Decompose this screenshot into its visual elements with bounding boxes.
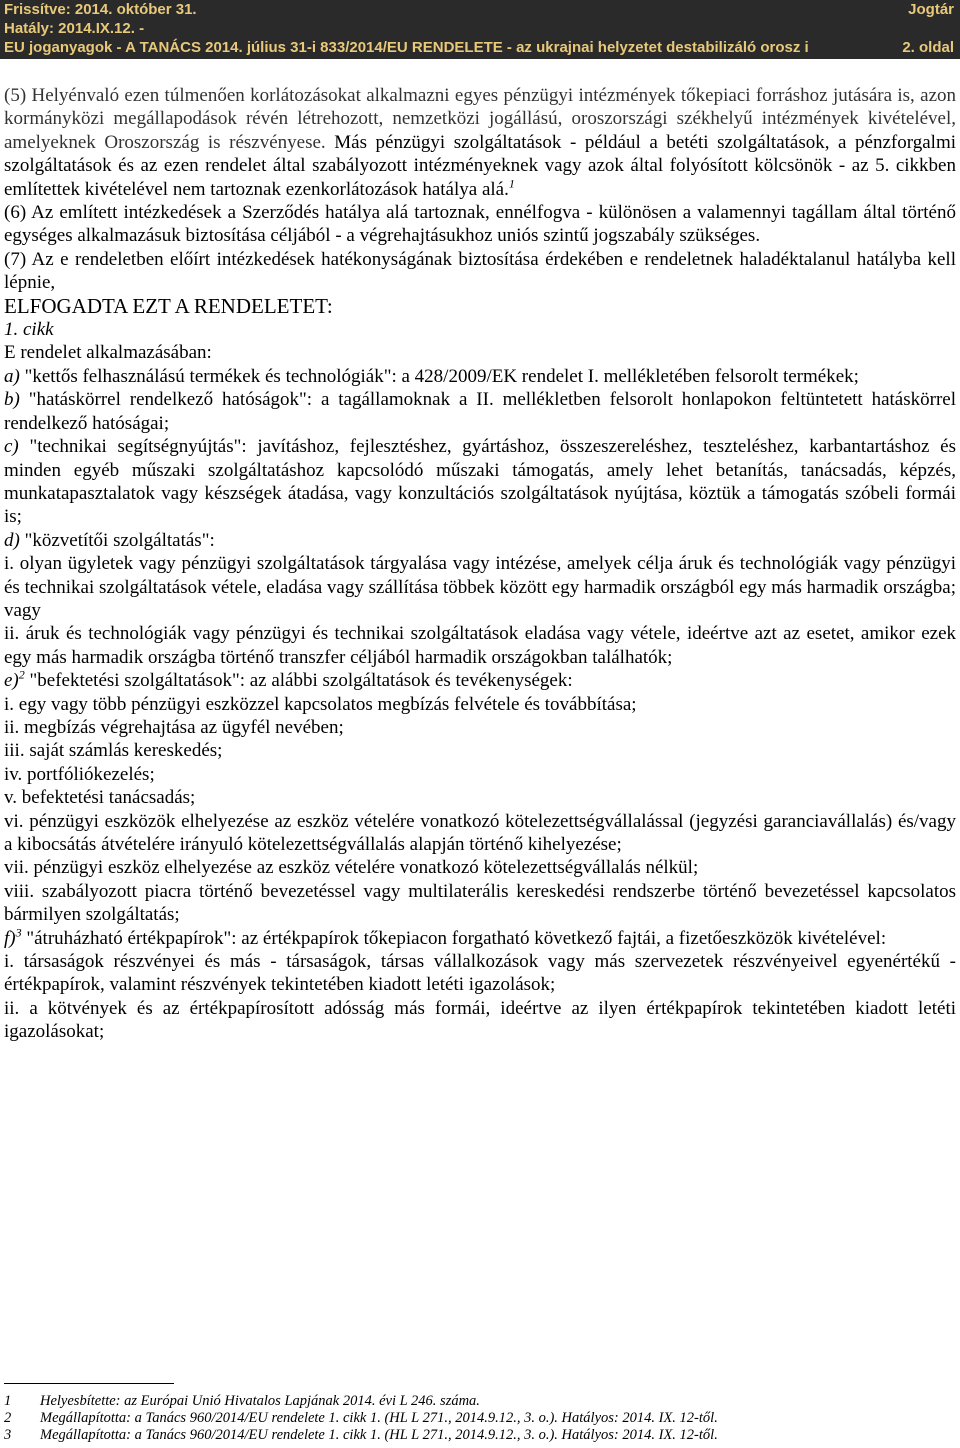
definition-c-label: c) bbox=[4, 436, 19, 458]
updated-date: Frissítve: 2014. október 31. bbox=[4, 1, 197, 18]
definition-e-text: "befektetési szolgáltatások": az alábbi szolgáltatások és tevékenységek: bbox=[24, 670, 573, 692]
definition-d-label: d) bbox=[4, 529, 20, 551]
document-header bbox=[0, 0, 960, 59]
footnote-ref-2[interactable]: 2 bbox=[18, 667, 25, 682]
definition-f-label: f) bbox=[4, 927, 16, 949]
recital-6: (6) Az említett intézkedések a Szerződés hatálya alá tartoznak, ennélfogva - különösen a valamennyi tagállam által történő egységes alkalmazásuk biztosítása céljából - a végrehajtásukhoz uniós szintű jogszabály szükséges. bbox=[4, 202, 956, 247]
definition-a-text: "kettős felhasználású termékek és technológiák": a 428/2009/EK rendelet I. mellékletében felsorolt termékek; bbox=[19, 365, 859, 387]
definition-f-i: i. társaságok részvényei és más - társaságok, társas vállalkozások vagy más szervezetek részvényeivel egyenértékű - értékpapírok, valamint részvények tekintetében kiadott letéti igazolások; bbox=[4, 951, 956, 996]
footnotes bbox=[4, 1393, 956, 1444]
definition-e-vii: vii. pénzügyi eszköz elhelyezése az eszköz vételére vonatkozó kötelezettségvállalás nélkül; bbox=[4, 857, 699, 879]
article-heading: 1. cikk bbox=[4, 319, 54, 341]
footnote bbox=[4, 1427, 956, 1444]
footnote-divider bbox=[4, 1383, 174, 1384]
footnote-text: Helyesbítette: az Európai Unió Hivatalos Lapjának 2014. évi L 246. száma. bbox=[40, 1393, 480, 1409]
definition-f bbox=[4, 927, 956, 950]
document-body bbox=[4, 84, 956, 1044]
definition-e-v: v. befektetési tanácsadás; bbox=[4, 787, 196, 809]
footnote-ref-3[interactable]: 3 bbox=[15, 925, 22, 940]
footnote-number: 3 bbox=[4, 1427, 12, 1443]
footnote-ref-1[interactable]: 1 bbox=[508, 176, 515, 191]
footnote-text: Megállapította: a Tanács 960/2014/EU rendelete 1. cikk 1. (HL L 271., 2014.9.12., 3. o.). Hatályos: 2014. IX. 12-től. bbox=[40, 1410, 718, 1426]
definition-d-text: "közvetítői szolgáltatás": bbox=[19, 529, 215, 551]
definition-e bbox=[4, 669, 956, 692]
recital-5-part-b: Más pénzügyi szolgáltatások - például a betéti szolgáltatások, a pénzforgalmi szolgáltatások és az ezen rendelet által szabályozott intézményeknek vagy azok által folyósított kölcsönök - az 5. cikkben említettek kivételével nem tartoznak ezenkorlátozások hatálya alá. bbox=[4, 131, 956, 200]
definition-f-text: "átruházható értékpapírok": az értékpapírok tőkepiacon forgatható következő fajtái, a fizetőeszközök kivételével: bbox=[21, 927, 887, 949]
definition-e-vi: vi. pénzügyi eszközök elhelyezése az eszköz vételére vonatkozó kötelezettségvállalással (jegyzési garanciavállalás) és/vagy a kibocsátás átvételére irányuló kötelezettségvállalás alapján történő kihelyezése; bbox=[4, 810, 956, 855]
recital-7: (7) Az e rendeletben előírt intézkedések hatékonyságának biztosítása érdekében e rendeletnek haladéktalanul hatályba kell lépnie, bbox=[4, 248, 956, 294]
adoption-statement: ELFOGADTA EZT A RENDELETET: bbox=[4, 293, 333, 318]
definition-e-ii: ii. megbízás végrehajtása az ügyfél nevében; bbox=[4, 716, 344, 738]
in-force-date: Hatály: 2014.IX.12. - bbox=[4, 20, 145, 37]
definition-c-text: "technikai segítségnyújtás": javításhoz, fejlesztéshez, gyártáshoz, összeszereléshez, teszteléshez, karbantartáshoz és minden egyéb műszaki szolgáltatáshoz kapcsolódó műszaki támogatás, amely lehet betanítás, tanácsadás, képzés, munkatapasztalatok vagy készségek átadása, vagy konzultációs szolgáltatások nyújtása, köztük a támogatás szóbeli formái is; bbox=[4, 436, 956, 528]
footnote-text: Megállapította: a Tanács 960/2014/EU rendelete 1. cikk 1. (HL L 271., 2014.9.12., 3. o.). Hatályos: 2014. IX. 12-től. bbox=[40, 1427, 718, 1443]
definition-b-label: b) bbox=[4, 389, 20, 411]
document-title: EU joganyagok - A TANÁCS 2014. július 31-i 833/2014/EU RENDELETE - az ukrajnai helyzetet destabilizáló orosz i bbox=[4, 39, 809, 56]
recital-5 bbox=[4, 84, 956, 201]
definition-b-text: "hatáskörrel rendelkező hatóságok": a tagállamoknak a II. mellékletben felsorolt honlapokon feltüntetett hatáskörrel rendelkező hatóságai; bbox=[4, 389, 956, 434]
definition-c bbox=[4, 435, 956, 529]
definition-a bbox=[4, 365, 956, 388]
definition-d-i: i. olyan ügyletek vagy pénzügyi szolgáltatások tárgyalása vagy intézése, amelyek célja áruk és technológiák vagy pénzügyi és technikai szolgáltatások vétele, eladása vagy szállítása többek között egy harmadik országból egy más harmadik országba; vagy bbox=[4, 553, 956, 621]
footnote-number: 1 bbox=[4, 1393, 12, 1409]
brand-name: Jogtár bbox=[908, 1, 954, 18]
definition-a-label: a) bbox=[4, 365, 20, 387]
definition-f-ii: ii. a kötvények és az értékpapírosított adósság más formái, ideértve az ilyen értékpapírok tekintetében kiadott letéti igazolásokat; bbox=[4, 997, 956, 1043]
footnote bbox=[4, 1410, 956, 1427]
definition-b bbox=[4, 388, 956, 435]
definition-e-iv: iv. portfóliókezelés; bbox=[4, 763, 155, 785]
footnote-number: 2 bbox=[4, 1410, 12, 1426]
page-number: 2. oldal bbox=[902, 39, 954, 56]
article-intro: E rendelet alkalmazásában: bbox=[4, 342, 212, 364]
footnote bbox=[4, 1393, 956, 1410]
definition-e-viii: viii. szabályozott piacra történő bevezetéssel vagy multilaterális kereskedési rendszerbe történő bevezetéssel kapcsolatos bármilyen szolgáltatás; bbox=[4, 880, 956, 926]
definition-d bbox=[4, 529, 956, 552]
definition-e-i: i. egy vagy több pénzügyi eszközzel kapcsolatos megbízás felvétele és továbbítása; bbox=[4, 693, 637, 715]
definition-d-ii: ii. áruk és technológiák vagy pénzügyi és technikai szolgáltatások eladása vagy vétele, ideértve azt az esetet, amikor ezek egy más harmadik országba történő transzfer céljából harmadik országokban találhatók; bbox=[4, 623, 956, 668]
definition-e-label: e) bbox=[4, 670, 19, 692]
recital-5-part-a: (5) Helyénvaló ezen túlmenően korlátozásokat alkalmazni egyes pénzügyi intézmények tőkepiaci forráshoz jutására is, azon kormányközi megállapodások révén létrehozott, nemzetközi jogállású, oroszországi székhelyű intézmények kivételével, amelyeknek Oroszország is részvényese. bbox=[4, 85, 956, 153]
definition-e-iii: iii. saját számlás kereskedés; bbox=[4, 740, 223, 762]
